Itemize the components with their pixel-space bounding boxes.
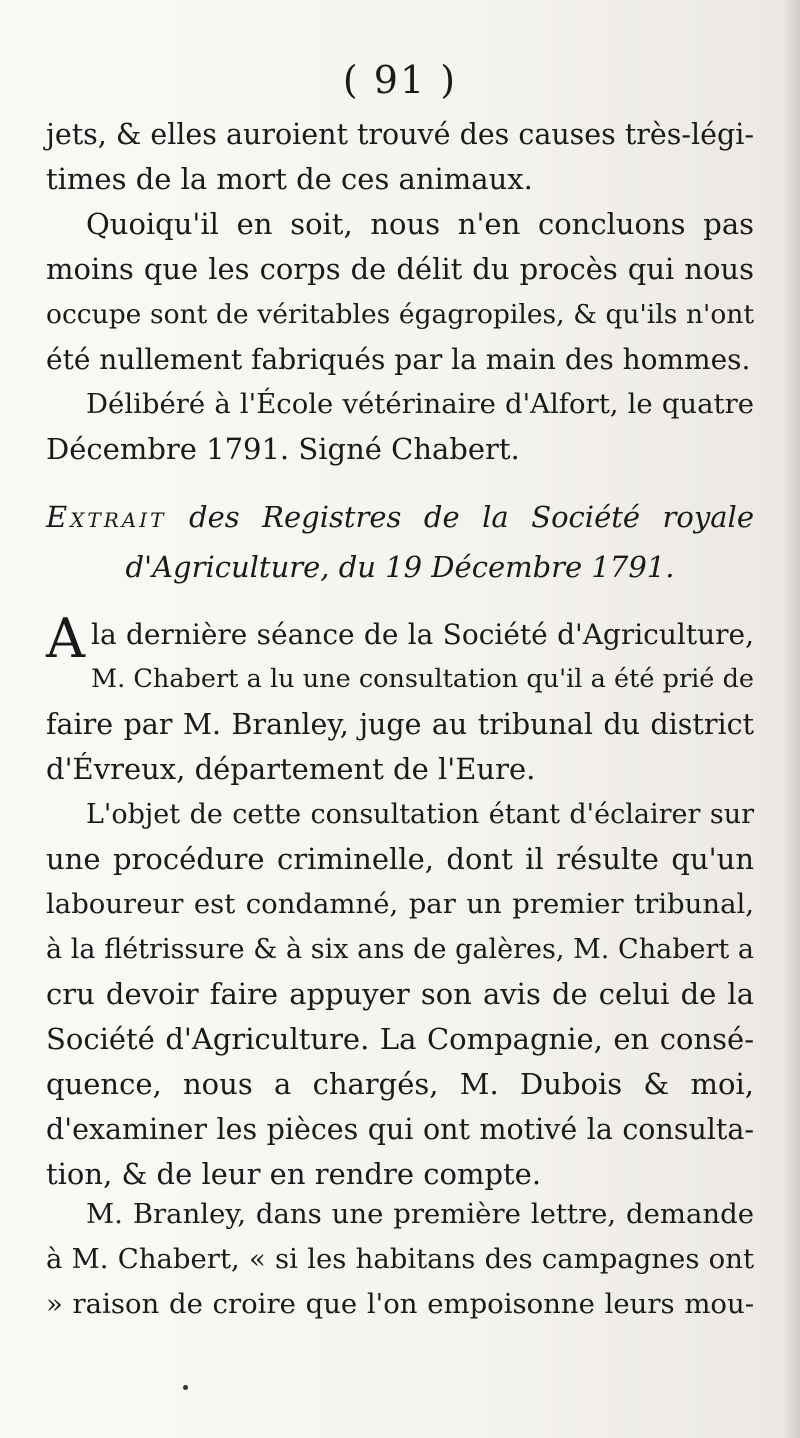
text-line: M. Branley, dans une première lettre, demande (86, 1198, 754, 1230)
drop-cap: A (46, 607, 85, 670)
text-line: à la flétrissure & à six ans de galères, M. Chabert a (46, 934, 754, 965)
text-line (46, 607, 754, 670)
heading-line-1-rest: des Registres de la Société royale (166, 500, 754, 534)
page-edge-shadow (782, 0, 800, 1438)
paragraph-conclusion (46, 202, 754, 382)
paragraph-continuation (46, 112, 754, 202)
text-line: » raison de croire que l'on empoisonne leurs mou- (46, 1288, 754, 1320)
paragraph-seance (46, 607, 754, 792)
text-line: occupe sont de véritables égagropiles, & qu'ils n'ont (46, 299, 754, 330)
paragraph-branley (46, 1192, 754, 1327)
text-line: moins que les corps de délit du procès qui nous (46, 252, 754, 286)
text-line: Quoiqu'il en soit, nous n'en concluons pas (86, 207, 754, 241)
text-line: jets, & elles auroient trouvé des causes très-légi- (46, 118, 755, 151)
heading-extrait: Extrait (46, 500, 167, 534)
text-line: quence, nous a chargés, M. Dubois & moi, (46, 1067, 754, 1101)
text-line: times de la mort de ces animaux. (46, 162, 533, 196)
heading-line-1 (46, 492, 754, 542)
text-line: M. Chabert a lu une consultation qu'il a été prié de (91, 664, 754, 694)
text-line: été nullement fabriqués par la main des hommes. (46, 343, 751, 376)
text-line: laboureur est condamné, par un premier tribunal, (46, 888, 754, 920)
paragraph-objet (46, 792, 754, 1197)
page-number: ( 91 ) (342, 58, 458, 102)
paragraph-signature (46, 382, 754, 472)
text-line: faire par M. Branley, juge au tribunal du district (46, 708, 754, 741)
text-line: Décembre 1791. Signé Chabert. (46, 432, 520, 466)
section-heading (46, 492, 754, 592)
text-line: d'examiner les pièces qui ont motivé la consulta- (46, 1113, 754, 1146)
text-line: d'Évreux, département de l'Eure. (46, 752, 536, 786)
text-line: Délibéré à l'École vétérinaire d'Alfort, le quatre (86, 388, 754, 420)
dropcap-line-text: la dernière séance de la Société d'Agriculture, (91, 618, 754, 651)
text-line: une procédure criminelle, dont il résulte qu'un (46, 842, 754, 876)
text-line: L'objet de cette consultation étant d'éclairer sur (86, 799, 754, 830)
ink-speck (183, 1385, 188, 1390)
heading-line-2: d'Agriculture, du 19 Décembre 1791. (125, 550, 675, 584)
text-line: cru devoir faire appuyer son avis de celui de la (46, 977, 754, 1011)
text-line: à M. Chabert, « si les habitans des campagnes ont (46, 1243, 754, 1275)
text-line: tion, & de leur en rendre compte. (46, 1157, 542, 1191)
text-line: Société d'Agriculture. La Compagnie, en consé- (46, 1022, 754, 1056)
